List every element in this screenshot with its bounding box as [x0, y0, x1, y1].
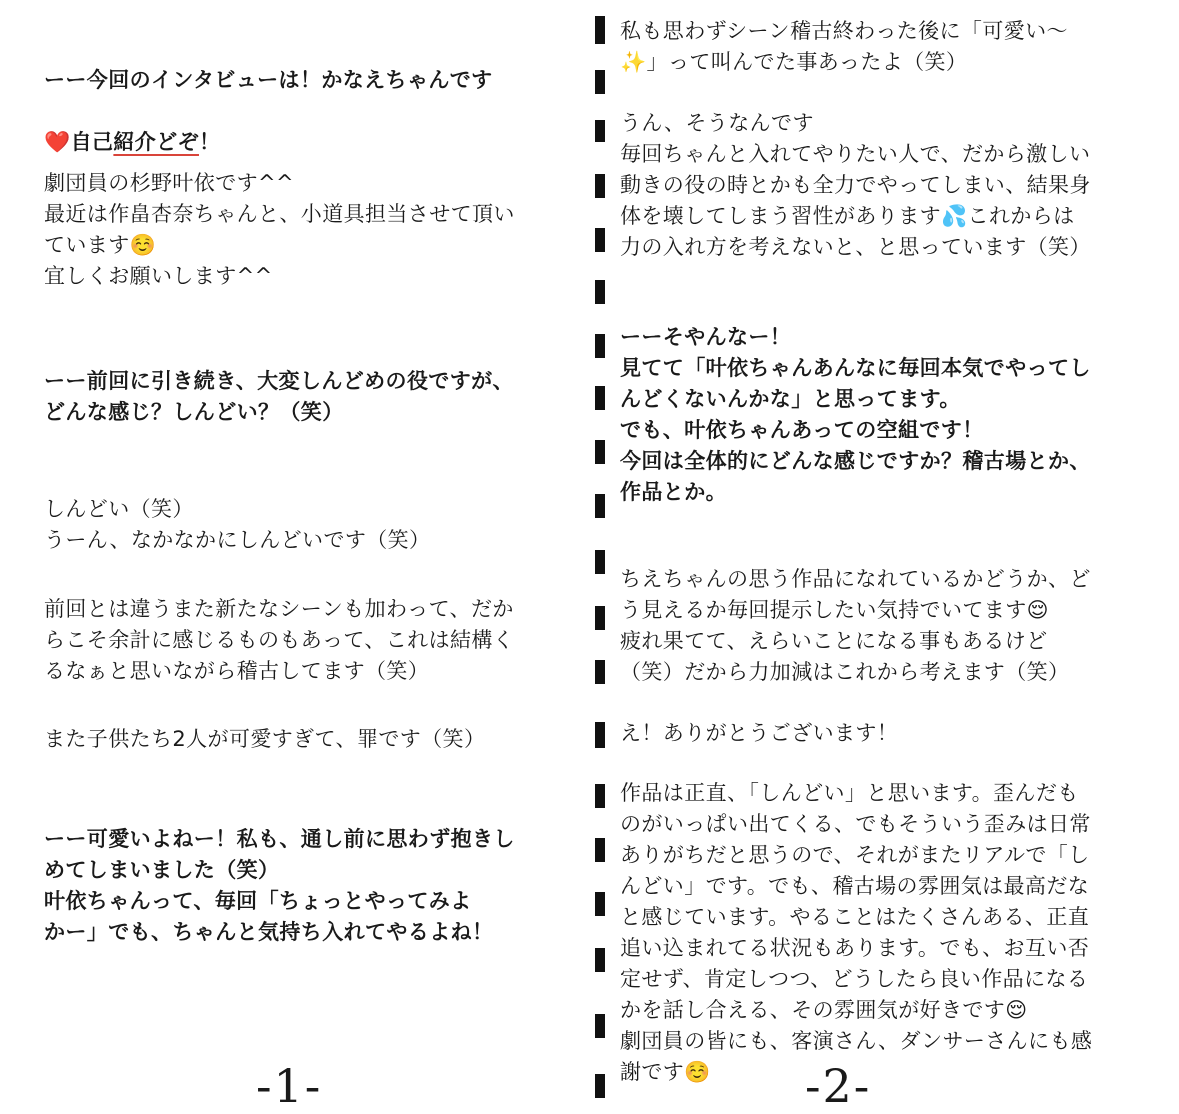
answer-2-part-1: しんどい（笑） うーん、なかなかにしんどいです（笑） [44, 497, 431, 552]
divider-dash [595, 494, 605, 518]
question-1-text-c: ！ [198, 130, 221, 154]
divider-dash [595, 784, 605, 808]
answer-2-part-3: また子供たち2人が可愛すぎて、罪です（笑） [44, 727, 486, 751]
answer-1: 劇団員の杉野叶依です^^ 最近は作畠杏奈ちゃんと、小道具担当させて頂い ています☺️ 宜しくお願いします^^ [44, 171, 515, 288]
divider-dash [595, 838, 605, 862]
page-number-1: -1- [256, 1059, 323, 1113]
divider-dash [595, 948, 605, 972]
divider-dash [595, 386, 605, 410]
divider-dash [595, 722, 605, 748]
divider-dash [595, 280, 605, 304]
question-2: ーー前回に引き続き、大変しんどめの役ですが、 どんな感じ？しんどい？（笑） [44, 369, 514, 424]
divider-dash [595, 606, 605, 630]
question-1-line-1: ーー今回のインタビューは！かなえちゃんです [44, 68, 493, 92]
paragraph-4: ちえちゃんの思う作品になれているかどうか、ど う見えるか毎回提示したい気持でいてます😌 疲れ果てて、えらいことになる事もあるけど （笑）だから力加減はこれから考えます（笑） [620, 567, 1091, 684]
divider-dash [595, 70, 605, 94]
divider-dash [595, 16, 605, 44]
question-1-underlined-text: 紹介どぞ [113, 130, 199, 154]
question-1 [44, 34, 584, 189]
heart-icon: ❤️ [44, 130, 71, 154]
page-number-2: -2- [805, 1059, 872, 1113]
paragraph-2: うん、そうなんです 毎回ちゃんと入れてやりたい人で、だから激しい 動きの役の時とかも全力でやってしまい、結果身 体を壊してしまう習性があります💦これからは 力の入れ方を考えないと、と思っています（笑） [620, 111, 1091, 259]
divider-dash [595, 550, 605, 574]
paragraph-1: 私も思わずシーン稽古終わった後に「可愛い〜 ✨」って叫んでた事あったよ（笑） [620, 19, 1068, 74]
page-1-column [44, 0, 584, 1114]
divider-dash [595, 1014, 605, 1038]
question-4: ーーそやんなー！ 見てて「叶依ちゃんあんなに毎回本気でやってし んどくないんかな」と思ってます。 でも、叶依ちゃんあっての空組です！ 今回は全体的にどんな感じですか？稽古場とか、 作品とか。 [620, 325, 1091, 504]
page-2-column [620, 0, 1145, 1114]
divider-dash [595, 892, 605, 916]
divider-dash [595, 334, 605, 358]
question-3: ーー可愛いよねー！私も、通し前に思わず抱きし めてしまいました（笑） 叶依ちゃんって、毎回「ちょっとやってみよ かー」でも、ちゃんと気持ち入れてやるよね！ [44, 827, 515, 944]
divider-dash [595, 228, 605, 252]
divider-dash [595, 120, 605, 142]
divider-dash [595, 174, 605, 198]
paragraph-6: 作品は正直、「しんどい」と思います。歪んだも のがいっぱい出てくる、でもそういう歪みは日常 ありがちだと思うので、それがまたリアルで「し んどい」です。でも、稽古場の雰囲気は最高だな と感じています。やることはたくさんある、正直 追い込まれてる状況もあります。でも、お互い否 定せず、肯定しつつ、どうしたら良い作品になる かを話し合える、その雰囲気が好きです😌 劇団員の皆にも、客演さん、ダンサーさんにも感 謝です☺️ [620, 781, 1093, 1084]
divider-dash [595, 660, 605, 684]
divider-dash [595, 1074, 605, 1098]
divider-dash [595, 440, 605, 464]
paragraph-5: え！ありがとうございます！ [620, 721, 899, 745]
answer-2-part-2: 前回とは違うまた新たなシーンも加わって、だか らこそ余計に感じるものもあって、これは結構く るなぁと思いながら稽古してます（笑） [44, 597, 515, 683]
question-1-text-a: 自己 [70, 130, 114, 154]
question-1-line-2 [44, 127, 584, 158]
